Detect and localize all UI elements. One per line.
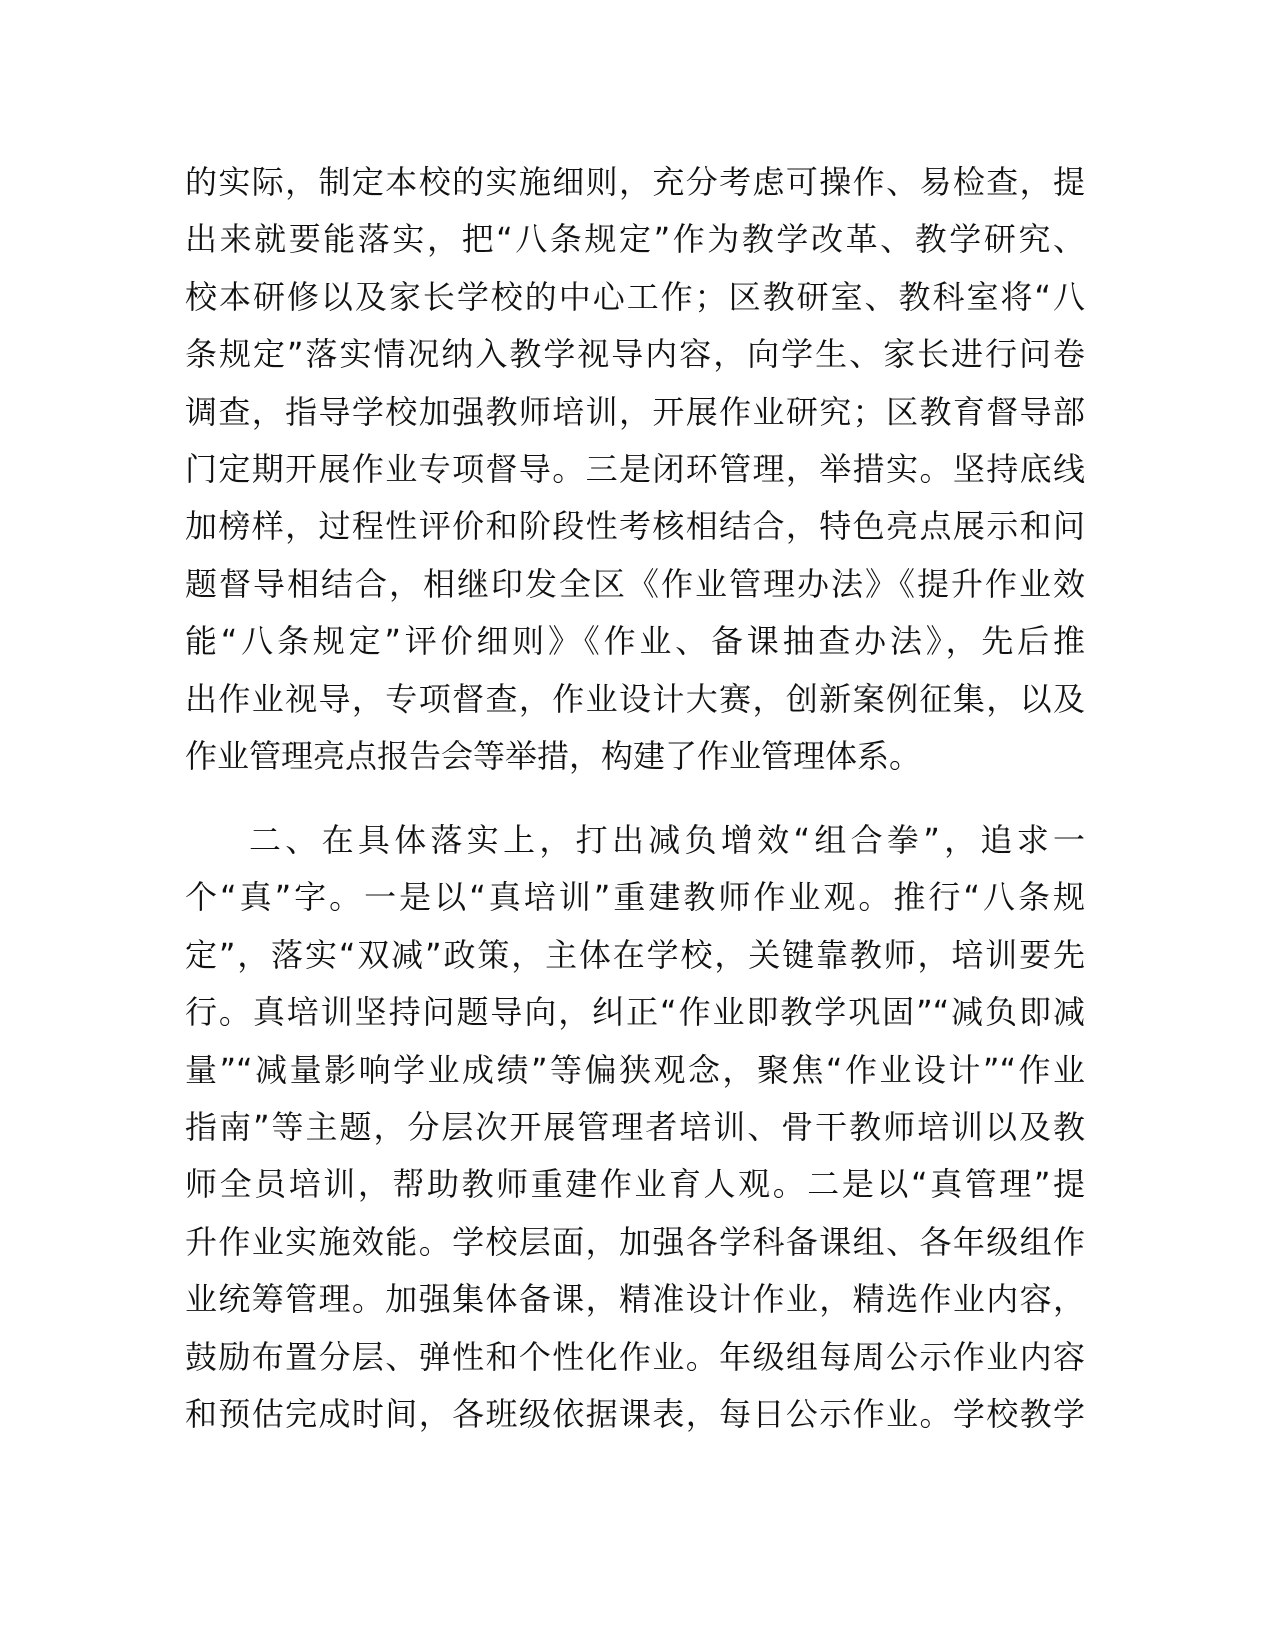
paragraph-line: 指南”等主题，分层次开展管理者培训、骨干教师培训以及教 xyxy=(185,1107,1085,1146)
paragraph-1 xyxy=(185,154,1085,785)
paragraph-2 xyxy=(185,812,1085,1443)
paragraph-line: 加榜样，过程性评价和阶段性考核相结合，特色亮点展示和问 xyxy=(185,507,1085,546)
paragraph-line: 条规定”落实情况纳入教学视导内容，向学生、家长进行问卷 xyxy=(185,335,1085,374)
paragraph-line: 作业管理亮点报告会等举措，构建了作业管理体系。 xyxy=(185,736,922,775)
paragraph-line: 校本研修以及家长学校的中心工作；区教研室、教科室将“八 xyxy=(185,277,1085,316)
paragraph-line: 和预估完成时间，各班级依据课表，每日公示作业。学校教学 xyxy=(185,1394,1085,1433)
paragraph-line: 定”，落实“双减”政策，主体在学校，关键靠教师，培训要先 xyxy=(185,935,1085,974)
paragraph-line: 鼓励布置分层、弹性和个性化作业。年级组每周公示作业内容 xyxy=(185,1337,1085,1376)
paragraph-line: 升作业实施效能。学校层面，加强各学科备课组、各年级组作 xyxy=(185,1222,1085,1261)
paragraph-line: 二、在具体落实上，打出减负增效“组合拳”，追求一 xyxy=(249,821,1085,859)
paragraph-line: 门定期开展作业专项督导。三是闭环管理，举措实。坚持底线 xyxy=(185,449,1085,488)
paragraph-line: 量”“减量影响学业成绩”等偏狭观念，聚焦“作业设计”“作业 xyxy=(185,1050,1085,1089)
paragraph-line: 出作业视导，专项督查，作业设计大赛，创新案例征集，以及 xyxy=(185,679,1085,718)
paragraph-line: 题督导相结合，相继印发全区《作业管理办法》《提升作业效 xyxy=(185,564,1085,603)
paragraph-line: 业统筹管理。加强集体备课，精准设计作业，精选作业内容， xyxy=(185,1280,1085,1319)
paragraph-line: 出来就要能落实，把“八条规定”作为教学改革、教学研究、 xyxy=(185,220,1085,259)
paragraph-line: 调查，指导学校加强教师培训，开展作业研究；区教育督导部 xyxy=(185,392,1085,431)
paragraph-line: 能“八条规定”评价细则》《作业、备课抽查办法》，先后推 xyxy=(185,622,1085,661)
paragraph-line: 个“真”字。一是以“真培训”重建教师作业观。推行“八条规 xyxy=(185,878,1085,917)
paragraph-line: 行。真培训坚持问题导向，纠正“作业即教学巩固”“减负即减 xyxy=(185,993,1085,1032)
paragraph-line: 师全员培训，帮助教师重建作业育人观。二是以“真管理”提 xyxy=(185,1165,1085,1204)
paragraph-line: 的实际，制定本校的实施细则，充分考虑可操作、易检查，提 xyxy=(185,163,1085,201)
